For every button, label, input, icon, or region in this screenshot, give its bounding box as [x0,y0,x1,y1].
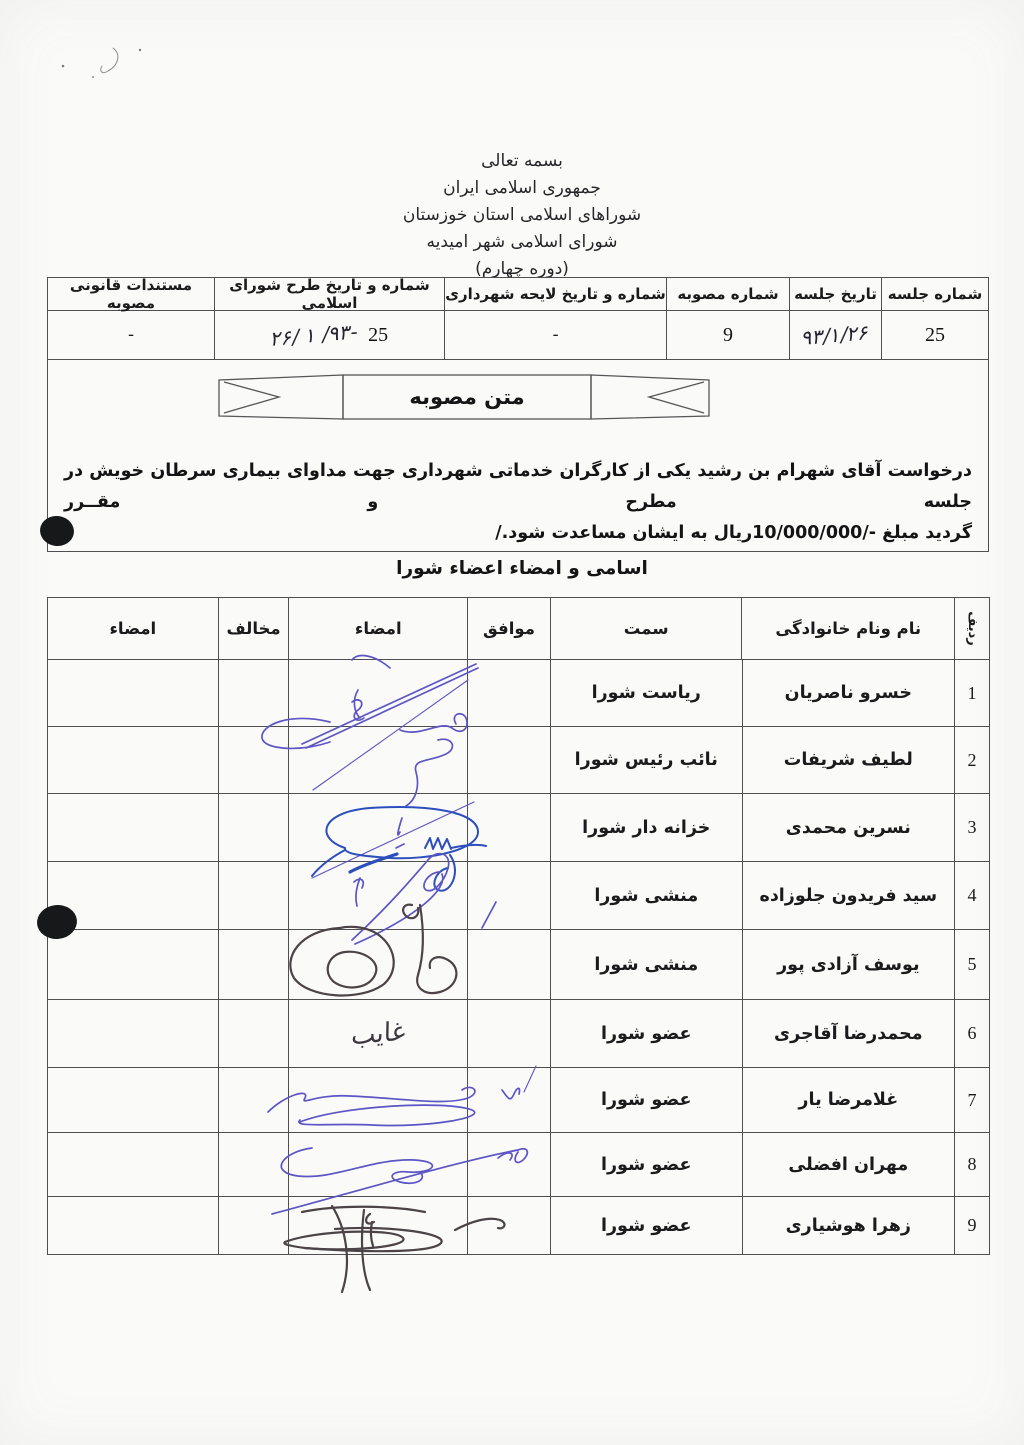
absent-note-handwritten: غایب [350,1016,406,1051]
member-row-6 [48,1000,989,1068]
council-plan-value [269,318,389,352]
agree-cell [467,794,550,861]
col-resolution-number-label: شماره مصوبه [666,278,789,311]
signature-cell-2 [48,727,218,793]
row-number: 3 [967,817,977,837]
header-city-council: شورای اسلامی شهر امیدیه [426,232,618,252]
signature-cell-2 [48,1000,218,1067]
oppose-cell [218,727,289,793]
agree-cell [467,862,550,929]
signature-cell-2 [48,862,218,929]
header-full-name: نام ونام خانوادگی [741,598,954,659]
member-row-8 [48,1133,989,1197]
member-name: زهرا هوشیاری [742,1197,955,1254]
member-name: سید فریدون جلوزاده [742,862,955,929]
member-row-4 [48,862,989,930]
member-name: مهران افضلی [742,1133,955,1196]
header-oppose: مخالف [218,598,289,659]
header-agree: موافق [467,598,550,659]
agree-cell [467,1133,550,1196]
signature-cell [288,1000,467,1067]
info-values-row [48,311,988,359]
member-position: عضو شورا [550,1000,742,1067]
signature-cell [288,727,467,793]
header-term: (دوره چهارم) [475,259,569,279]
oppose-cell [218,862,289,929]
signature-cell [288,1197,467,1254]
signature-cell [288,1068,467,1132]
agree-cell [467,1000,550,1067]
row-number: 8 [967,1154,977,1174]
council-plan-number: 25 [368,323,389,346]
row-number: 4 [967,885,977,905]
signature-cell [288,794,467,861]
session-number-value: 25 [925,323,945,346]
header-position: سمت [550,598,742,659]
oppose-cell [218,660,289,726]
member-position: عضو شورا [550,1068,742,1132]
member-position: نائب رئیس شورا [550,727,742,793]
header-republic: جمهوری اسلامی ایران [443,178,601,198]
row-number: 5 [967,954,977,974]
signature-cell-2 [48,794,218,861]
col-session-date-label: تاریخ جلسه [789,278,881,311]
member-row-2 [48,727,989,794]
member-position: عضو شورا [550,1133,742,1196]
oppose-cell [218,1133,289,1196]
col-municipality-bill-label: شماره و تاریخ لایحه شهرداری [444,278,666,311]
member-name: غلامرضا یار [742,1068,955,1132]
row-number: 6 [967,1023,977,1043]
members-header-row [48,598,989,660]
members-section-title: اسامی و امضاء اعضاء شورا [396,558,648,579]
signature-cell-2 [48,660,218,726]
member-row-9 [48,1197,989,1254]
oppose-cell [218,1000,289,1067]
oppose-cell [218,1068,289,1132]
member-name: خسرو ناصریان [742,660,955,726]
resolution-line-1: درخواست آقای شهرام بن رشید یکی از کارگران خدماتی شهرداری جهت مداوای بیماری سرطان خویش در جلسه مطرح و مقــرر [64,461,972,512]
oppose-cell [218,1197,289,1254]
council-plan-date-handwritten: -۹۳/ ۱ /۲۶ [269,318,360,352]
signature-cell [288,930,467,999]
signature-cell-2 [48,930,218,999]
member-row-1 [48,660,989,727]
member-position: منشی شورا [550,862,742,929]
resolution-text [64,456,972,549]
member-name: یوسف آزادی پور [742,930,955,999]
signature-cell [288,660,467,726]
member-position: عضو شورا [550,1197,742,1254]
col-legal-docs-label: مستندات قانونی مصوبه [48,278,214,311]
resolution-banner-title: متن مصوبه [409,385,525,409]
pen-mark-icon [62,48,142,78]
municipality-bill-value: - [552,325,559,345]
signature-cell-2 [48,1197,218,1254]
header-signature-2: امضاء [109,619,157,638]
signature-cell-2 [48,1133,218,1196]
resolution-number-value: 9 [723,323,733,346]
member-position: ریاست شورا [550,660,742,726]
info-header-row [48,278,988,311]
oppose-cell [218,794,289,861]
member-row-5 [48,930,989,1000]
session-info-table [47,277,989,360]
signature-cell [288,1133,467,1196]
oppose-cell [218,930,289,999]
header-province-councils: شوراهای اسلامی استان خوزستان [402,205,642,225]
member-row-3 [48,794,989,862]
member-name: نسرین محمدی [742,794,955,861]
signature-cell-2 [48,1068,218,1132]
member-name: محمدرضا آقاجری [742,1000,955,1067]
agree-cell [467,727,550,793]
agree-cell [467,930,550,999]
col-session-number-label: شماره جلسه [881,278,988,311]
signature-cell [288,862,467,929]
resolution-line-2: گردید مبلغ -/10/000/000ریال به ایشان مساعدت شود./ [495,523,972,543]
resolution-box [47,360,989,552]
member-name: لطیف شریفات [742,727,955,793]
row-number: 2 [967,749,977,770]
legal-docs-value: - [127,325,135,345]
agree-cell [467,1197,550,1254]
agree-cell [467,660,550,726]
agree-cell [467,1068,550,1132]
col-council-plan-label: شماره و تاریخ طرح شورای اسلامی [214,278,444,311]
header-row-number: ردیف [954,598,989,659]
members-table [47,597,990,1255]
row-number: 1 [967,682,977,703]
member-position: خزانه دار شورا [550,794,742,861]
row-number: 9 [967,1215,977,1235]
document-header [60,148,984,283]
member-position: منشی شورا [550,930,742,999]
header-signature: امضاء [288,598,467,659]
row-number: 7 [967,1089,977,1110]
member-row-7 [48,1068,989,1133]
session-date-handwritten: ۹۳/۱/۲۶ [800,319,871,351]
header-bismillah: بسمه تعالی [481,151,563,171]
